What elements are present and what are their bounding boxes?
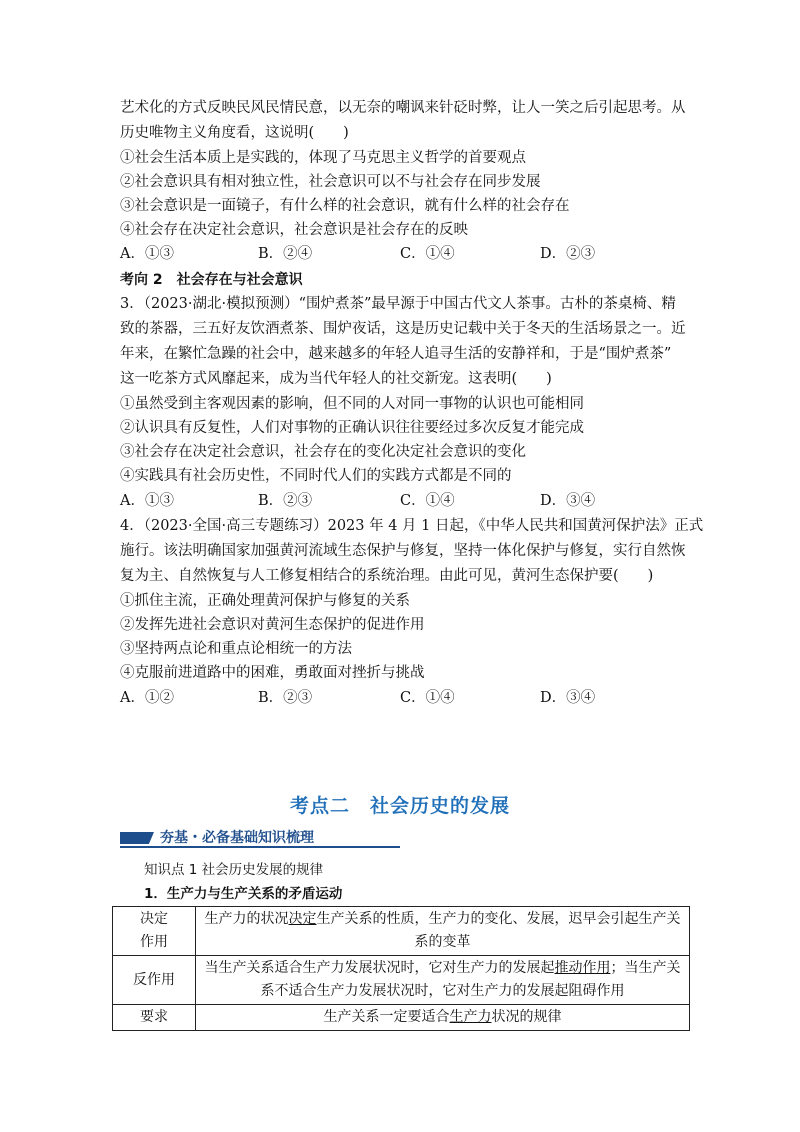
banner-underline	[120, 846, 400, 848]
question-text-line: 致的茶器，三五好友饮酒煮茶、围炉夜话，这是历史记载中关于冬天的生活场景之一。近	[120, 321, 686, 337]
option-d: D．②③	[540, 246, 596, 262]
question-text-line: 施行。该法明确国家加强黄河流域生态保护与修复，坚持一体化保护与修复，实行自然恢	[120, 543, 686, 559]
question-text-line: 这一吃茶方式风靡起来，成为当代年轻人的社交新宠。这表明( )	[120, 371, 552, 387]
question-text-line: 年来，在繁忙急躁的社会中，越来越多的年轻人追寻生活的安静祥和，于是“围炉煮茶”	[120, 346, 672, 362]
option-d: D．③④	[540, 690, 596, 706]
direction-heading: 考向 2 社会存在与社会意识	[120, 272, 303, 288]
banner-bar-decoration	[120, 832, 154, 844]
statement-3: ③坚持两点论和重点论相统一的方法	[120, 641, 352, 657]
table-row	[113, 907, 690, 956]
row-label	[113, 907, 196, 956]
contradiction-table	[112, 906, 690, 1031]
statement-1: ①虽然受到主客观因素的影响，但不同的人对同一事物的认识也可能相同	[120, 396, 584, 412]
option-b: B．②③	[258, 690, 313, 706]
option-c: C．①④	[400, 690, 455, 706]
statement-2: ②发挥先进社会意识对黄河生态保护的促进作用	[120, 617, 425, 633]
row-label-line: 作用	[140, 934, 168, 950]
statement-3: ③社会意识是一面镜子，有什么样的社会意识，就有什么样的社会存在	[120, 198, 570, 214]
underlined-term: 决定	[288, 911, 317, 927]
statement-2: ②社会意识具有相对独立性，社会意识可以不与社会存在同步发展	[120, 174, 541, 190]
statement-3: ③社会存在决定社会意识，社会存在的变化决定社会意识的变化	[120, 444, 526, 460]
question-text-line: 艺术化的方式反映民风民情民意，以无奈的嘲讽来针砭时弊，让人一笑之后引起思考。从	[120, 100, 686, 116]
cell-text: 系不适合生产力发展状况时，它对生产力的发展起阻碍作用	[260, 983, 625, 999]
cell-text: 当生产关系适合生产力发展状况时，它对生产力的发展起	[204, 960, 555, 976]
row-content	[196, 1005, 690, 1031]
row-label: 要求	[113, 1005, 196, 1031]
row-content	[196, 907, 690, 956]
section-title: 考点二 社会历史的发展	[289, 795, 510, 817]
option-b: B．②③	[258, 493, 313, 509]
table-row	[113, 1005, 690, 1031]
option-a: A．①②	[120, 690, 174, 706]
statement-1: ①抓住主流，正确处理黄河保护与修复的关系	[120, 593, 410, 609]
cell-text: 生产关系一定要适合	[323, 1009, 450, 1025]
cell-text: ；当生产关	[610, 960, 681, 976]
question-text-line: 历史唯物主义角度看，这说明( )	[120, 125, 349, 141]
knowledge-point-heading: 知识点 1 社会历史发展的规律	[144, 862, 324, 878]
option-b: B．②④	[258, 246, 313, 262]
option-a: A．①③	[120, 246, 174, 262]
row-content	[196, 956, 690, 1005]
question-text-line: 复为主、自然恢复与人工修复相结合的系统治理。由此可见，黄河生态保护要( )	[120, 568, 654, 584]
statement-2: ②认识具有反复性，人们对事物的正确认识往往要经过多次反复才能完成	[120, 420, 584, 436]
section-banner	[120, 826, 400, 850]
statement-4: ④克服前进道路中的困难，勇敢面对挫折与挑战	[120, 665, 425, 681]
statement-1: ①社会生活本质上是实践的，体现了马克思主义哲学的首要观点	[120, 150, 526, 166]
table-row	[113, 956, 690, 1005]
option-d: D．③④	[540, 493, 596, 509]
row-label-line: 决定	[140, 911, 168, 927]
option-c: C．①④	[400, 493, 455, 509]
statement-4: ④实践具有社会历史性，不同时代人们的实践方式都是不同的	[120, 468, 512, 484]
cell-text: 状况的规律	[491, 1009, 562, 1025]
underlined-term: 生产力	[449, 1009, 492, 1025]
question-text-line: 4．（2023·全国·高三专题练习）2023 年 4 月 1 日起，《中华人民共和国黄河保护法》正式	[120, 518, 704, 534]
cell-text: 系的变革	[414, 934, 471, 950]
cell-text: 生产力的状况	[204, 911, 289, 927]
banner-text: 夯基・必备基础知识梳理	[160, 830, 314, 846]
row-label: 反作用	[113, 956, 196, 1005]
statement-4: ④社会存在决定社会意识，社会意识是社会存在的反映	[120, 222, 468, 238]
question-text-line: 3．（2023·湖北·模拟预测）“围炉煮茶”最早源于中国古代文人茶事。古朴的茶桌椅、精	[120, 296, 676, 312]
option-a: A．①③	[120, 493, 174, 509]
subheading: 1．生产力与生产关系的矛盾运动	[144, 886, 343, 902]
underlined-term: 推动作用	[554, 960, 611, 976]
option-c: C．①④	[400, 246, 455, 262]
cell-text: 生产关系的性质，生产力的变化、发展，迟早会引起生产关	[316, 911, 681, 927]
